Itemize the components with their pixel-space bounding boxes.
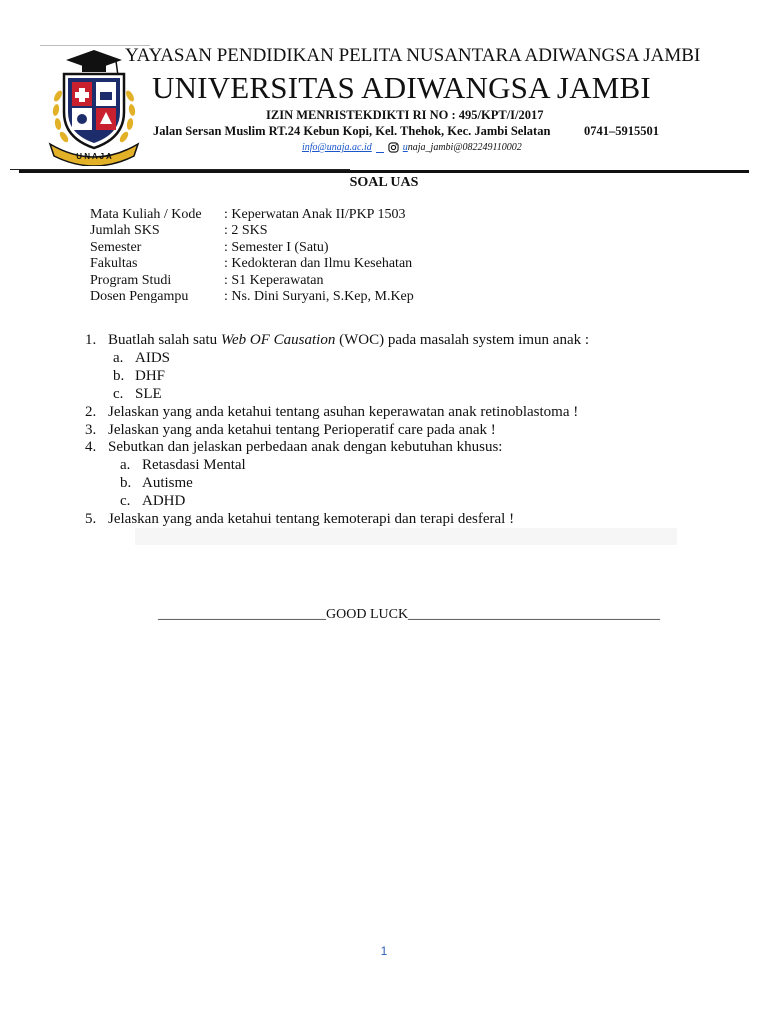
info-label: Mata Kuliah / Kode	[90, 207, 202, 222]
sub-item	[85, 493, 705, 511]
sub-item	[85, 350, 705, 368]
info-label: Semester	[90, 239, 142, 255]
info-value: : Ns. Dini Suryani, S.Kep, M.Kep	[224, 289, 414, 305]
info-label: Fakultas	[90, 256, 138, 272]
sub-letter: c.	[120, 493, 131, 510]
sub-text: AIDS	[135, 349, 171, 366]
course-info-row	[90, 223, 414, 239]
question-4	[85, 439, 705, 457]
course-info-row	[90, 289, 414, 305]
foundation-name: YAYASAN PENDIDIKAN PELITA NUSANTARA ADIWANGSA JAMBI	[125, 45, 701, 66]
question-5	[85, 511, 705, 529]
question-list	[85, 332, 705, 529]
sub-text: Autisme	[142, 475, 193, 492]
sub-text: SLE	[135, 385, 162, 402]
sub-text: Retasdasi Mental	[142, 457, 246, 474]
question-3	[85, 422, 705, 440]
sub-text: ADHD	[142, 493, 186, 510]
sub-item	[85, 368, 705, 386]
course-info	[90, 207, 414, 305]
question-text: Jelaskan yang anda ketahui tentang kemoterapi dan terapi desferal !	[108, 511, 515, 528]
sub-letter: a.	[120, 457, 131, 474]
sub-letter: b.	[120, 475, 132, 492]
question-text-pre: Buatlah salah satu	[108, 332, 221, 348]
course-info-row	[90, 207, 414, 223]
course-info-row	[90, 273, 414, 289]
sub-item	[85, 475, 705, 493]
university-name: UNIVERSITAS ADIWANGSA JAMBI	[152, 70, 651, 105]
question-number: 2.	[85, 403, 97, 420]
info-value: : 2 SKS	[224, 223, 268, 239]
social-handle-first: u	[402, 142, 408, 153]
question-number: 5.	[85, 511, 97, 528]
question-1	[85, 332, 705, 350]
question-text: Jelaskan yang anda ketahui tentang Perioperatif care pada anak !	[108, 421, 496, 438]
sub-letter: b.	[113, 367, 125, 384]
info-label: Jumlah SKS	[90, 223, 160, 239]
info-value: : Semester I (Satu)	[224, 239, 329, 255]
course-info-row	[90, 256, 414, 272]
info-value: : Keperwatan Anak II/PKP 1503	[224, 207, 406, 222]
university-address: Jalan Sersan Muslim RT.24 Kebun Kopi, Kel. Thehok, Kec. Jambi Selatan	[153, 124, 551, 138]
question-number: 1.	[85, 332, 97, 348]
shaded-area	[135, 528, 677, 545]
sub-letter: a.	[113, 349, 124, 366]
shield-icon	[64, 74, 124, 148]
sub-item	[85, 457, 705, 475]
sub-text: DHF	[135, 367, 166, 384]
question-text-post: (WOC) pada masalah system imun anak :	[335, 332, 590, 348]
course-info-row	[90, 240, 414, 256]
social-handle-rest: naja_jambi@082249110002	[407, 142, 522, 153]
instagram-icon	[388, 142, 399, 153]
graduation-cap-icon	[66, 50, 122, 76]
phone-number: 0741–5915501	[584, 124, 659, 138]
info-value: : S1 Keperawatan	[224, 272, 324, 288]
question-number: 3.	[85, 421, 97, 438]
permit-number: IZIN MENRISTEKDIKTI RI NO : 495/KPT/I/2017	[266, 108, 544, 122]
email-link[interactable]: info@unaja.ac.id	[302, 142, 372, 153]
header-divider-thick	[19, 170, 749, 173]
question-2	[85, 404, 705, 422]
social-handle[interactable]	[403, 142, 522, 153]
question-number: 4.	[85, 439, 97, 456]
good-luck-line: ________________________GOOD LUCK____________________________________	[158, 607, 661, 622]
sub-letter: c.	[113, 385, 124, 402]
info-value: : Kedokteran dan Ilmu Kesehatan	[224, 256, 413, 272]
sub-item	[85, 386, 705, 404]
contact-line	[302, 142, 522, 153]
logo-banner-text: U N A J A	[76, 152, 112, 161]
document-title: SOAL UAS	[349, 175, 419, 190]
question-text	[108, 332, 589, 350]
info-label: Dosen Pengampu	[90, 289, 189, 305]
question-text: Sebutkan dan jelaskan perbedaan anak dengan kebutuhan khusus:	[108, 439, 503, 456]
question-text: Jelaskan yang anda ketahui tentang asuhan keperawatan anak retinoblastoma !	[108, 403, 579, 420]
page-number: 1	[380, 944, 388, 958]
email-underline-gap	[376, 143, 384, 153]
question-text-italic: Web OF Causation	[220, 332, 336, 348]
info-label: Program Studi	[90, 272, 172, 288]
